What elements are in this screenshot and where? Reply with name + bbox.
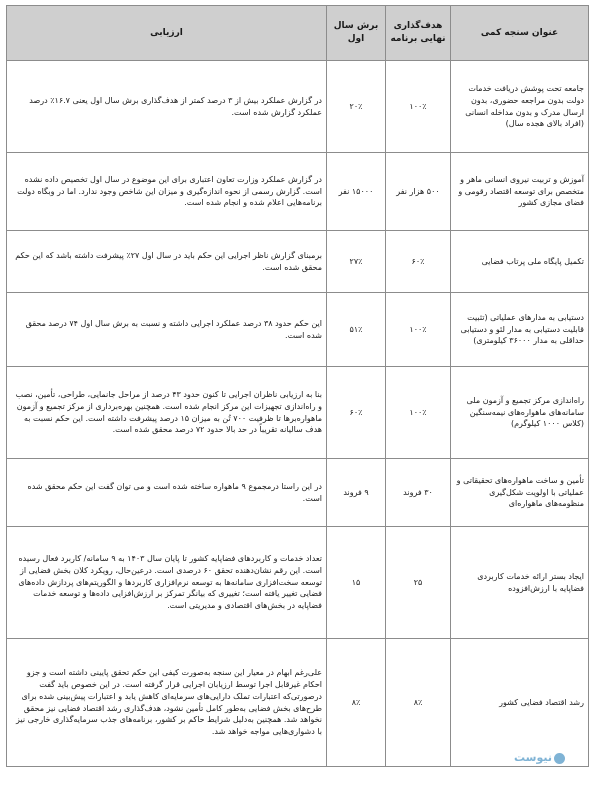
metric-cell: رشد اقتصاد فضایی کشور <box>451 639 589 767</box>
target-cell: ۱۰۰٪ <box>386 367 451 459</box>
table-row <box>7 61 589 153</box>
evaluation-cell: تعداد خدمات و کاربردهای فضاپایه کشور تا پایان سال ۱۴۰۳ به ۹ سامانه/ کاربرد فعال رسیده است. این رقم نشان‌دهنده تحقق ۶۰ درصدی است. درعین‌حال، رویکرد کلان بخش فضایی از توسعه سخت‌افزاری سامانه‌ها به توسعه نرم‌افزاری کاربردها و الگوریتم‌های پردازش داده‌های فضایی تغییر یافته است؛ تغییری که بیانگر تمرکز بر ارزش‌افزایی داده‌ها و توسعه خدمات فضاپایه در بخش‌های اقتصادی و مدیریتی است. <box>7 527 327 639</box>
table-row <box>7 459 589 527</box>
target-cell: ۳۰ فروند <box>386 459 451 527</box>
first-year-cell: ۹ فروند <box>327 459 386 527</box>
first-year-cell: ۱۵ <box>327 527 386 639</box>
table-header-row <box>7 6 589 61</box>
target-cell: ۲۵ <box>386 527 451 639</box>
evaluation-cell: برمبنای گزارش ناظر اجرایی این حکم باید در سال اول ۲۷٪ پیشرفت داشته باشد که این حکم محقق شده است. <box>7 231 327 293</box>
logo-dot-icon <box>554 753 565 764</box>
header-first-year: برش سال اول <box>327 6 386 61</box>
first-year-cell: ۶۰٪ <box>327 367 386 459</box>
first-year-cell: ۲۰٪ <box>327 61 386 153</box>
metric-cell: جامعه تحت پوشش دریافت خدمات دولت بدون مراجعه حضوری، بدون ارسال مدرک و بدون مداخله انسانی (افراد بالای هجده سال) <box>451 61 589 153</box>
header-evaluation: ارزیابی <box>7 6 327 61</box>
metric-cell: تأمین و ساخت ماهواره‌های تحقیقاتی و عملیاتی با اولویت شکل‌گیری منظومه‌های ماهواره‌ای <box>451 459 589 527</box>
target-cell: ۶۰٪ <box>386 231 451 293</box>
evaluation-cell: در این راستا درمجموع ۹ ماهواره ساخته شده است و می توان گفت این حکم محقق شده است. <box>7 459 327 527</box>
evaluation-table <box>6 5 589 767</box>
table-row <box>7 639 589 767</box>
target-cell: ۱۰۰٪ <box>386 61 451 153</box>
target-cell: ۵۰۰ هزار نفر <box>386 153 451 231</box>
first-year-cell: ۵۱٪ <box>327 293 386 367</box>
first-year-cell: ۲۷٪ <box>327 231 386 293</box>
table-row <box>7 153 589 231</box>
metric-cell: دستیابی به مدارهای عملیاتی (تثبیت قابلیت دستیابی به مدار لئو و دستیابی حداقلی به مدار ۳۶۰۰۰ کیلومتری) <box>451 293 589 367</box>
metric-cell: آموزش و تربیت نیروی انسانی ماهر و متخصص برای توسعه اقتصاد رقومی و فضای مجازی کشور <box>451 153 589 231</box>
target-cell: ۸٪ <box>386 639 451 767</box>
first-year-cell: ۱۵۰۰۰ نفر <box>327 153 386 231</box>
evaluation-cell: علی‌رغم ابهام در معیار این سنجه به‌صورت کیفی این حکم تحقق پایینی داشته است و جزو احکام غیرقابل اجرا توسط ارزیابان اجرایی قرار گرفته است. در این خصوص باید گفت درصورتی‌که اعتبارات تملک دارایی‌های سرمایه‌ای کاهش یابد و اعتبارات پیش‌بینی شده برای طرح‌های بخش فضایی به‌طور کامل تأمین نشود، هدف‌گذاری رشد اقتصاد فضایی نیز محقق نخواهد شد. همچنین به‌دلیل شرایط حاکم بر کشور، برنامه‌های جذب سرمایه‌گذاری خارجی نیز با دشواری‌هایی مواجه خواهد شد. <box>7 639 327 767</box>
site-logo <box>514 751 565 764</box>
header-metric: عنوان سنجه کمی <box>451 6 589 61</box>
metric-cell: ایجاد بستر ارائه خدمات کاربردی فضاپایه با ارزش‌افزوده <box>451 527 589 639</box>
header-target: هدف‌گذاری نهایی برنامه <box>386 6 451 61</box>
evaluation-cell: این حکم حدود ۳۸ درصد عملکرد اجرایی داشته و نسبت به برش سال اول ۷۴ درصد محقق شده است. <box>7 293 327 367</box>
logo-text: نیوست <box>514 751 552 764</box>
table-row <box>7 231 589 293</box>
metric-cell: تکمیل پایگاه ملی پرتاب فضایی <box>451 231 589 293</box>
first-year-cell: ۸٪ <box>327 639 386 767</box>
table-row <box>7 293 589 367</box>
table-row <box>7 367 589 459</box>
evaluation-cell: در گزارش عملکرد وزارت تعاون اعتباری برای این موضوع در سال اول تخصیص داده نشده است. گزارش رسمی از نحوه اندازه‌گیری و میزان این شاخص وجود ندارد. اما در وبگاه دولت برنامه‌هایی اعلام شده و انجام شده است. <box>7 153 327 231</box>
table-row <box>7 527 589 639</box>
metric-cell: راه‌اندازی مرکز تجمیع و آزمون ملی سامانه‌های ماهواره‌های نیمه‌سنگین (کلاس ۱۰۰۰ کیلوگرم) <box>451 367 589 459</box>
evaluation-cell: بنا به ارزیابی ناظران اجرایی تا کنون حدود ۴۳ درصد از مراحل جانمایی، طراحی، تأمین، نصب و راه‌اندازی تجهیزات این مرکز انجام شده است. همچنین بهره‌برداری از مرکز تجمیع و آزمون ماهواره‌برها تا ظرفیت ۷۰۰ تُن به میزان ۱۵ درصد پیشرفت داشته است. این حکم نسبت به هدف سالیانه تقریباً در حد بالا حدود ۷۲ درصد محقق شده است. <box>7 367 327 459</box>
evaluation-cell: در گزارش عملکرد بیش از ۳ درصد کمتر از هدف‌گذاری برش سال اول یعنی ۱۶.۷٪ درصد عملکرد گزارش شده است. <box>7 61 327 153</box>
target-cell: ۱۰۰٪ <box>386 293 451 367</box>
